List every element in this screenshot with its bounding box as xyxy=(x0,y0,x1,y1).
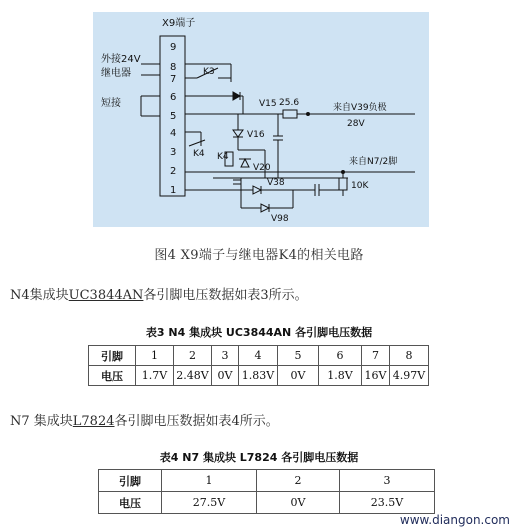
v16-label: V16 xyxy=(247,130,265,140)
table-row xyxy=(89,366,429,386)
external-relay-label: 继电器 xyxy=(101,68,131,79)
external-relay-label: 外接24V xyxy=(101,54,141,65)
table-cell: 23.5V xyxy=(340,492,435,514)
k4-coil-label: K4 xyxy=(217,152,229,162)
table-header-cell: 电压 xyxy=(89,366,136,386)
table-header-cell: 电压 xyxy=(99,492,162,514)
table4 xyxy=(98,469,435,514)
table-cell: 4.97V xyxy=(390,366,429,386)
figure-caption: 图4 X9端子与继电器K4的相关电路 xyxy=(154,248,364,263)
table4-title: 表4 N7 集成块 L7824 各引脚电压数据 xyxy=(159,451,359,464)
table-cell: 0V xyxy=(212,366,239,386)
pin-number: 1 xyxy=(170,185,177,196)
v15-label: V15 xyxy=(259,99,277,109)
paragraph-n4 xyxy=(10,284,308,303)
k3-label: K3 xyxy=(203,67,215,77)
table-cell: 0V xyxy=(257,492,340,514)
pin-number: 9 xyxy=(170,42,177,53)
table-row xyxy=(89,346,429,366)
table-cell: 2 xyxy=(174,346,212,366)
table-cell: 6 xyxy=(319,346,362,366)
resistor-value: 25.6 xyxy=(279,98,300,108)
circuit-diagram xyxy=(93,12,429,227)
table-cell: 8 xyxy=(390,346,429,366)
v38-label: V38 xyxy=(267,178,285,188)
table3-title: 表3 N4 集成块 UC3844AN 各引脚电压数据 xyxy=(145,326,373,339)
table-cell: 16V xyxy=(362,366,390,386)
pin-number: 4 xyxy=(170,128,177,139)
short-label: 短接 xyxy=(101,98,121,109)
paragraph-text: 各引脚电压数据如表4所示。 xyxy=(114,414,279,429)
v98-label: V98 xyxy=(271,214,289,224)
table-cell: 5 xyxy=(278,346,319,366)
table-cell: 1.8V xyxy=(319,366,362,386)
table-cell: 0V xyxy=(278,366,319,386)
table-cell: 7 xyxy=(362,346,390,366)
pin-number: 2 xyxy=(170,166,177,177)
terminal-block-label: X9端子 xyxy=(162,18,196,29)
pin-number: 7 xyxy=(170,74,177,85)
table-row xyxy=(99,492,435,514)
table-header-cell: 引脚 xyxy=(99,470,162,492)
site-watermark: www.diangon.com xyxy=(399,513,510,527)
table3 xyxy=(88,345,429,386)
from-v39-label: 来自V39负极 xyxy=(333,103,387,113)
k4-contact-label: K4 xyxy=(193,149,205,159)
paragraph-n7 xyxy=(10,410,279,429)
pin-number: 8 xyxy=(170,62,177,73)
pin-number: 5 xyxy=(170,111,177,122)
l7824-link[interactable]: L7824 xyxy=(72,414,115,429)
table-cell: 3 xyxy=(340,470,435,492)
table-cell: 1 xyxy=(162,470,257,492)
table-cell: 1.7V xyxy=(136,366,174,386)
voltage-28v-label: 28V xyxy=(347,119,365,129)
v20-label: V20 xyxy=(253,163,271,173)
table-header-cell: 引脚 xyxy=(89,346,136,366)
pin-number: 6 xyxy=(170,92,177,103)
from-n7-label: 来自N7/2脚 xyxy=(349,157,398,167)
resistor-10k-label: 10K xyxy=(351,181,369,191)
paragraph-text: N7 集成块 xyxy=(10,414,73,429)
paragraph-text: 各引脚电压数据如表3所示。 xyxy=(143,288,308,303)
paragraph-text: N4集成块 xyxy=(10,288,69,303)
table-cell: 1.83V xyxy=(239,366,278,386)
table-cell: 4 xyxy=(239,346,278,366)
pin-number: 3 xyxy=(170,147,177,158)
table-cell: 27.5V xyxy=(162,492,257,514)
uc3844an-link[interactable]: UC3844AN xyxy=(68,288,144,303)
table-row xyxy=(99,470,435,492)
table-cell: 2.48V xyxy=(174,366,212,386)
table-cell: 2 xyxy=(257,470,340,492)
table-cell: 1 xyxy=(136,346,174,366)
table-cell: 3 xyxy=(212,346,239,366)
